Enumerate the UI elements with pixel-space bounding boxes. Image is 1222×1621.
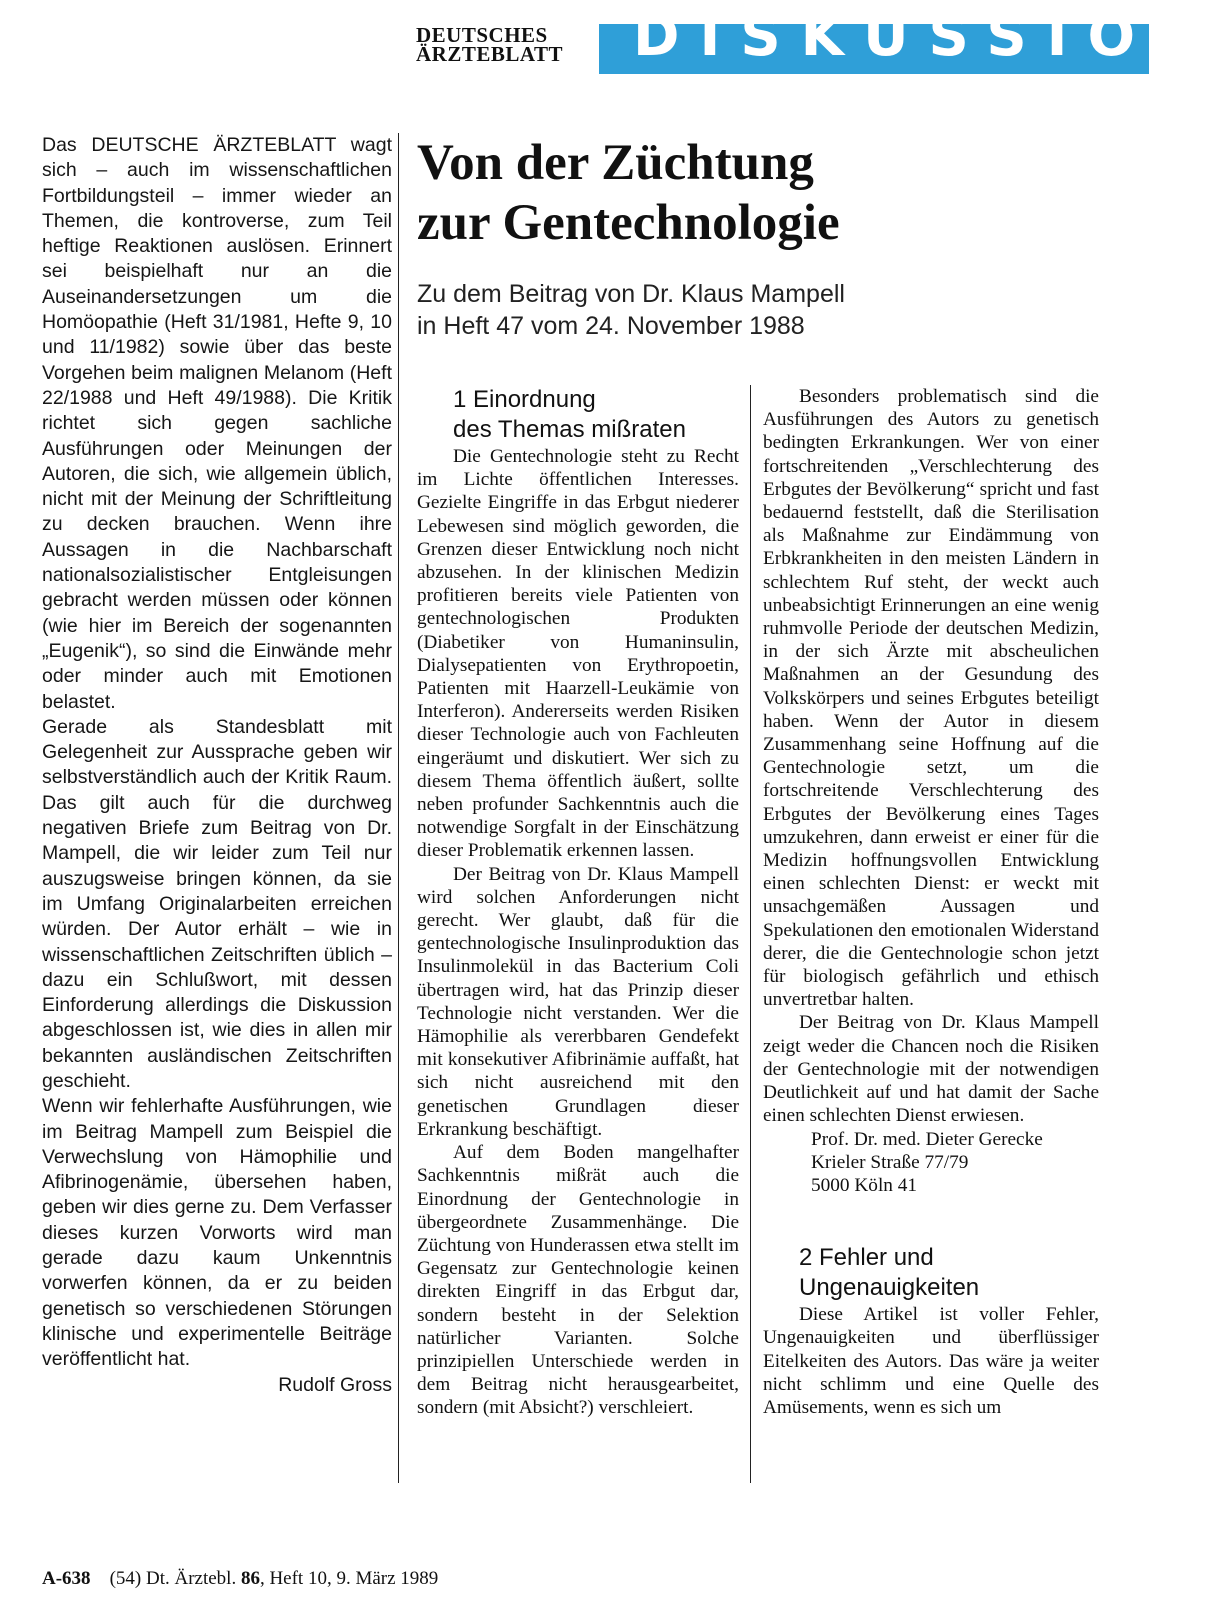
letter1-heading: 1 Einordnung des Themas mißraten: [453, 386, 686, 443]
section-banner: [599, 4, 1222, 74]
letter2-heading: 2 Fehler und Ungenauigkeiten: [799, 1244, 980, 1302]
letter-paragraph: Auf dem Boden mangelhafter Sachkenntnis mißrät auch die Einordnung der Gentechnologie in übergeordnete Zusammenhänge. Die Züchtung von Hunderassen etwa stellt im Gegensatz zur Gentechnologie keinen direkten Eingriff in das Erbgut dar, sondern besteht in der Selektion natürlicher Varianten. Solche prinzipiellen Unterschiede werden in dem Beitrag nicht herausgearbeitet, sondern (mit Absicht?) verschleiert.: [417, 1142, 739, 1419]
letter-paragraph: Der Beitrag von Dr. Klaus Mampell wird solchen Anforderungen nicht gerecht. Wer glaubt, daß für die gentechnologische Insulinproduktion das Insulinmolekül in das Bacterium Coli übertragen wird, hat das Prinzip dieser Technologie nicht verstanden. Wer die Hämophilie als vererbbaren Gendefekt mit konsekutiver Afibrinämie auffaßt, hat sich nicht ausreichend mit den genetischen Grundlagen dieser Erkrankung beschäftigt.: [417, 863, 739, 1140]
masthead-line1: DEUTSCHES: [416, 23, 548, 47]
editorial-intro: [42, 133, 392, 1398]
column-divider: [750, 385, 751, 1483]
author-street: Krieler Straße 77/79: [811, 1151, 969, 1173]
author-name: Prof. Dr. med. Dieter Gerecke: [811, 1128, 1043, 1150]
author-city: 5000 Köln 41: [811, 1174, 918, 1196]
intro-paragraph: Gerade als Standesblatt mit Gelegenheit zur Aussprache geben wir selbstverständlich auch der Kritik Raum. Das gilt auch für die durchweg negativen Briefe zum Beitrag von Dr. Mampell, die wir leider zum Teil nur auszugsweise bringen können, da sie im Umfang Originalarbeiten erreichen würden. Der Autor erhält – wie in wissenschaftlichen Zeitschriften üblich – dazu ein Schlußwort, mit dessen Einforderung allerdings die Diskussion abgeschlossen ist, wie dies in allen mir bekannten ausländischen Zeitschriften geschieht.: [42, 715, 392, 1092]
article-subtitle: Zu dem Beitrag von Dr. Klaus Mampell in Heft 47 vom 24. November 1988: [417, 280, 845, 340]
letter-column-left: [417, 385, 739, 1420]
letter-paragraph: Besonders problematisch sind die Ausführungen des Autors zu genetisch bedingten Erkrankungen. Wer von einer fortschreitenden „Verschlechterung des Erbgutes der Bevölkerung“ spricht und fast bedauernd feststellt, daß die Sterilisation als Maßnahme zur Eindämmung von Erbkrankheiten in den meisten Ländern in schlechtem Ruf steht, der weckt auch unbeabsichtigt Erinnerungen an eine wenig ruhmvolle Periode der deutschen Medizin, in der sich Ärzte mit abscheulichen Maßnahmen an der Gesundung des Volkskörpers und seines Erbgutes beteiligt haben. Wenn der Autor in diesem Zusammenhang seine Hoffnung auf die Gentechnologie setzt, um die fortschreitende Verschlechterung des Erbgutes der Bevölkerung eines Tages umzukehren, dann erweist er einer für die Medizin hoffnungsvollen Entwicklung einen schlechten Dienst: er weckt mit unsachgemäßen Aussagen und Spekulationen den emotionalen Widerstand derer, die die Gentechnologie schon jetzt für biologisch gefährlich und ethisch unvertretbar halten.: [763, 386, 1099, 1011]
author-address: [763, 1128, 1099, 1198]
section-label: DISKUSSION: [633, 4, 1222, 69]
intro-signature: Rudolf Gross: [278, 1373, 392, 1396]
volume-number: 86: [240, 1568, 260, 1589]
issue-suffix: , Heft 10, 9. März 1989: [259, 1568, 439, 1589]
masthead-line2: ÄRZTEBLATT: [416, 42, 563, 66]
letter-column-right: [763, 385, 1099, 1419]
intro-paragraph: Wenn wir fehlerhafte Ausführungen, wie im Beitrag Mampell zum Beispiel die Verwechslung von Hämophilie und Afibrinogenämie, übersehen haben, geben wir dies gerne zu. Dem Verfasser dieses kurzen Vorworts wird man gerade dazu kaum Unkenntnis vorwerfen können, da er zu beiden genetisch so verschiedenen Störungen klinische und experimentelle Beiträge veröffentlicht hat.: [42, 1095, 392, 1371]
intro-paragraph: Das DEUTSCHE ÄRZTEBLATT wagt sich – auch im wissenschaftlichen Fortbildungsteil – immer wieder an Themen, die kontroverse, zum Teil heftige Reaktionen auslösen. Erinnert sei beispielhaft nur an die Auseinandersetzungen um die Homöopathie (Heft 31/1981, Hefte 9, 10 und 11/1982) sowie über das beste Vorgehen beim malignen Melanom (Heft 22/1988 und Heft 49/1988). Die Kritik richtet sich gegen sachliche Ausführungen oder Meinungen der Autoren, die sich, wie allgemein üblich, nicht mit der Meinung der Schriftleitung zu decken brauchen. Wenn ihre Aussagen in die Nachbarschaft nationalsozialistischer Entgleisungen gebracht werden müssen oder können (wie hier im Bereich der sogenannten „Eugenik“), so sind die Einwände mehr oder minder auch mit Emotionen belastet.: [42, 134, 392, 713]
masthead: [416, 23, 586, 66]
page-number: A-638: [42, 1568, 91, 1589]
page-footer: [42, 1568, 742, 1590]
letter-paragraph: Diese Artikel ist voller Fehler, Ungenauigkeiten und überflüssiger Eitelkeiten des Autors. Das wäre ja weiter nicht schlimm und eine Quelle des Amüsements, wenn es sich um: [763, 1304, 1099, 1418]
column-divider: [398, 133, 399, 1483]
issue-prefix: (54) Dt. Ärztebl.: [109, 1568, 237, 1589]
letter-paragraph: Die Gentechnologie steht zu Recht im Lichte öffentlichen Interesses. Gezielte Eingriffe in das Erbgut niederer Lebewesen sind möglich geworden, die Grenzen dieser Entwicklung noch nicht abzusehen. In der klinischen Medizin profitieren bereits viele Patienten von gentechnologischen Produkten (Diabetiker von Humaninsulin, Dialysepatienten von Erythropoetin, Patienten mit Haarzell-Leukämie von Interferon). Andererseits werden Risiken dieser Technologie auch von Fachleuten eingeräumt und diskutiert. Wer sich zu diesem Thema öffentlich äußert, sollte neben profunder Sachkenntnis auch die notwendige Sorgfalt in der Einschätzung dieser Problematik erkennen lassen.: [417, 446, 739, 862]
letter-paragraph: Der Beitrag von Dr. Klaus Mampell zeigt weder die Chancen noch die Risiken der Gentechnologie mit der notwendigen Deutlichkeit auf und hat damit der Sache einen schlechten Dienst erwiesen.: [763, 1012, 1099, 1127]
article-title: Von der Züchtung zur Gentechnologie: [417, 135, 840, 251]
